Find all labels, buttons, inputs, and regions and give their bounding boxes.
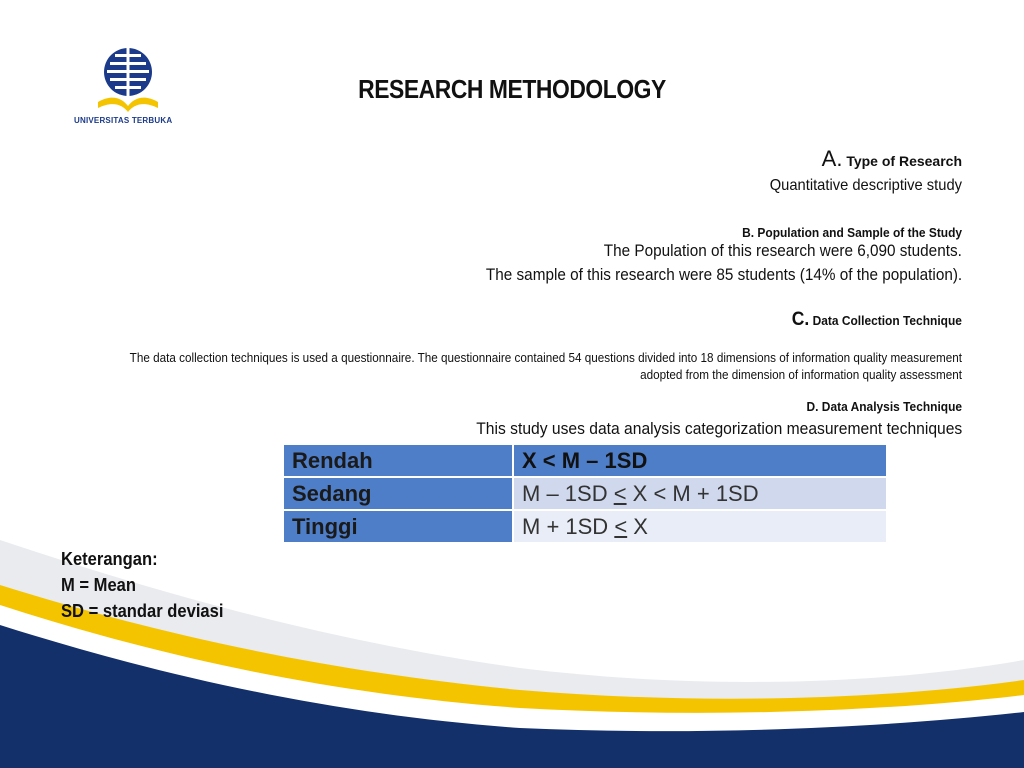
university-name: UNIVERSITAS TERBUKA [74, 116, 173, 125]
table-row [283, 510, 887, 543]
table-row [283, 444, 887, 477]
table-row [283, 477, 887, 510]
page-title: RESEARCH METHODOLOGY [358, 74, 666, 104]
section-a-title: Type of Research [846, 153, 962, 169]
criteria-part: M + 1SD [522, 513, 615, 539]
section-b-population: The Population of this research were 6,090 students. [603, 241, 962, 260]
section-b-heading: B. Population and Sample of the Study [742, 225, 962, 240]
section-c-text: The data collection techniques is used a questionnaire. The questionnaire contained 54 questions divided into 18 dimensions of information quality measurement adopted from the dimension of information quality assessment [129, 350, 963, 382]
section-b-sample: The sample of this research were 85 students (14% of the population). [485, 265, 962, 284]
criteria-cell [513, 477, 887, 510]
criteria-cell: X < M – 1SD [513, 444, 887, 477]
category-cell: Sedang [283, 477, 513, 510]
criteria-part: X [627, 513, 648, 539]
criteria-part: M – 1SD [522, 480, 614, 506]
section-a-letter: A. [821, 146, 843, 171]
criteria-operator: < [613, 480, 627, 506]
section-c-heading [792, 309, 962, 331]
section-c-title: Data Collection Technique [812, 313, 962, 328]
category-cell: Tinggi [283, 510, 513, 543]
section-d-text: This study uses data analysis categorization measurement techniques [476, 419, 962, 438]
criteria-operator: < [614, 513, 628, 539]
section-a-text: Quantitative descriptive study [769, 177, 962, 194]
section-d-heading: D. Data Analysis Technique [806, 399, 962, 414]
categorization-table [282, 443, 888, 544]
criteria-part: X < M + 1SD [626, 480, 759, 506]
section-a-heading [822, 146, 962, 172]
notes [61, 546, 223, 624]
criteria-cell [513, 510, 887, 543]
notes-sd: SD = standar deviasi [61, 601, 224, 621]
section-c-letter: C. [791, 309, 810, 330]
notes-label: Keterangan: [61, 549, 158, 569]
category-cell: Rendah [283, 444, 513, 477]
notes-mean: M = Mean [61, 575, 137, 595]
